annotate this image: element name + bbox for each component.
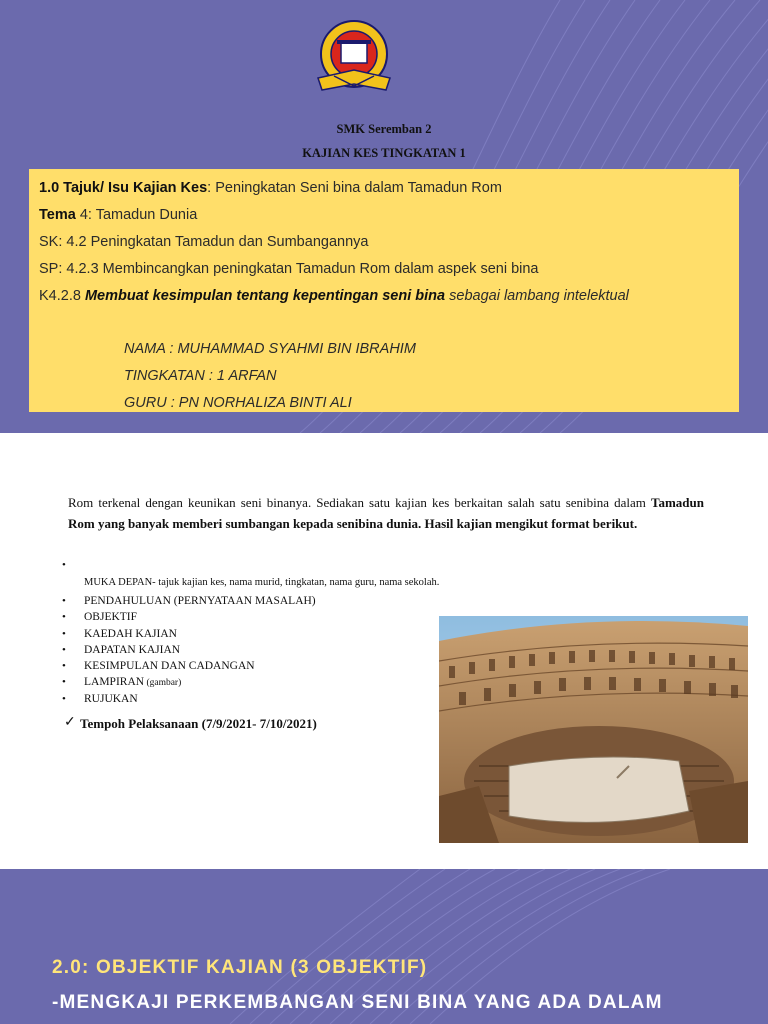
list-item: • DAPATAN KAJIAN bbox=[62, 642, 482, 658]
document-title: KAJIAN KES TINGKATAN 1 bbox=[302, 146, 466, 160]
tema-row bbox=[39, 202, 739, 229]
colosseum-photo bbox=[439, 616, 748, 843]
bullet-icon: • bbox=[62, 676, 66, 689]
k-bold: Membuat kesimpulan tentang kepentingan seni bina bbox=[84, 288, 446, 304]
bullet-icon: • bbox=[62, 643, 66, 656]
bullet-icon: • bbox=[62, 692, 66, 705]
school-crest-icon bbox=[310, 16, 398, 102]
topic-value: : Peningkatan Seni bina dalam Tamadun Rom bbox=[207, 180, 502, 196]
list-item: • KAEDAH KAJIAN bbox=[62, 626, 482, 642]
bullet-icon: • bbox=[62, 559, 66, 571]
list-item-muka-depan: MUKA DEPAN- tajuk kajian kes, nama murid, tingkatan, nama guru, nama sekolah. bbox=[84, 577, 440, 588]
case-study-info-box bbox=[29, 169, 739, 412]
list-item: • PENDAHULUAN (PERNYATAAN MASALAH) bbox=[62, 593, 482, 609]
student-class: TINGKATAN : 1 ARFAN bbox=[124, 368, 277, 384]
list-item: • KESIMPULAN DAN CADANGAN bbox=[62, 658, 482, 674]
student-name: NAMA : MUHAMMAD SYAHMI BIN IBRAHIM bbox=[124, 341, 416, 357]
list-item bbox=[62, 557, 482, 575]
bullet-icon: • bbox=[62, 611, 66, 624]
list-item: • OBJEKTIF bbox=[62, 609, 482, 625]
tema-label: Tema bbox=[39, 207, 76, 223]
bullet-icon: • bbox=[62, 660, 66, 673]
k-row bbox=[39, 283, 739, 310]
instruction-page bbox=[0, 433, 768, 869]
school-name: SMK Seremban 2 bbox=[336, 122, 432, 136]
checkmark-icon: ✓ bbox=[64, 715, 76, 730]
objective-heading: 2.0: OBJEKTIF KAJIAN (3 OBJEKTIF) bbox=[52, 957, 428, 978]
sk-row: SK: 4.2 Peningkatan Tamadun dan Sumbangannya bbox=[39, 234, 369, 250]
intro-paragraph bbox=[68, 492, 704, 534]
bullet-icon: • bbox=[62, 595, 66, 607]
list-item-lampiran: • LAMPIRAN (gambar) bbox=[62, 674, 482, 690]
objective-line: -MENGKAJI PERKEMBANGAN SENI BINA YANG ADA DALAM bbox=[52, 992, 663, 1013]
tema-value: 4: Tamadun Dunia bbox=[75, 207, 198, 223]
sp-row: SP: 4.2.3 Membincangkan peningkatan Tamadun Rom dalam aspek seni bina bbox=[39, 261, 539, 277]
intro-bold: Tamadun Rom yang banyak memberi sumbangan kepada senibina dunia. Hasil kajian mengikut format berikut. bbox=[68, 495, 704, 531]
k-code: K4.2.8 bbox=[39, 288, 85, 304]
cover-page bbox=[0, 0, 768, 433]
objective-page bbox=[0, 869, 768, 1024]
teacher-name: GURU : PN NORHALIZA BINTI ALI bbox=[124, 395, 352, 411]
intro-plain: Rom terkenal dengan keunikan seni binanya. Sediakan satu kajian kes berkaitan salah satu senibina dalam bbox=[68, 495, 651, 510]
bullet-icon: • bbox=[62, 627, 66, 640]
list-item: • RUJUKAN bbox=[62, 691, 482, 707]
format-list bbox=[62, 557, 482, 707]
topic-row bbox=[39, 175, 739, 202]
k-rest: sebagai lambang intelektual bbox=[445, 288, 629, 304]
implementation-period: ✓ Tempoh Pelaksanaan (7/9/2021- 7/10/2021) bbox=[64, 715, 317, 731]
topic-label: 1.0 Tajuk/ Isu Kajian Kes bbox=[39, 180, 208, 196]
